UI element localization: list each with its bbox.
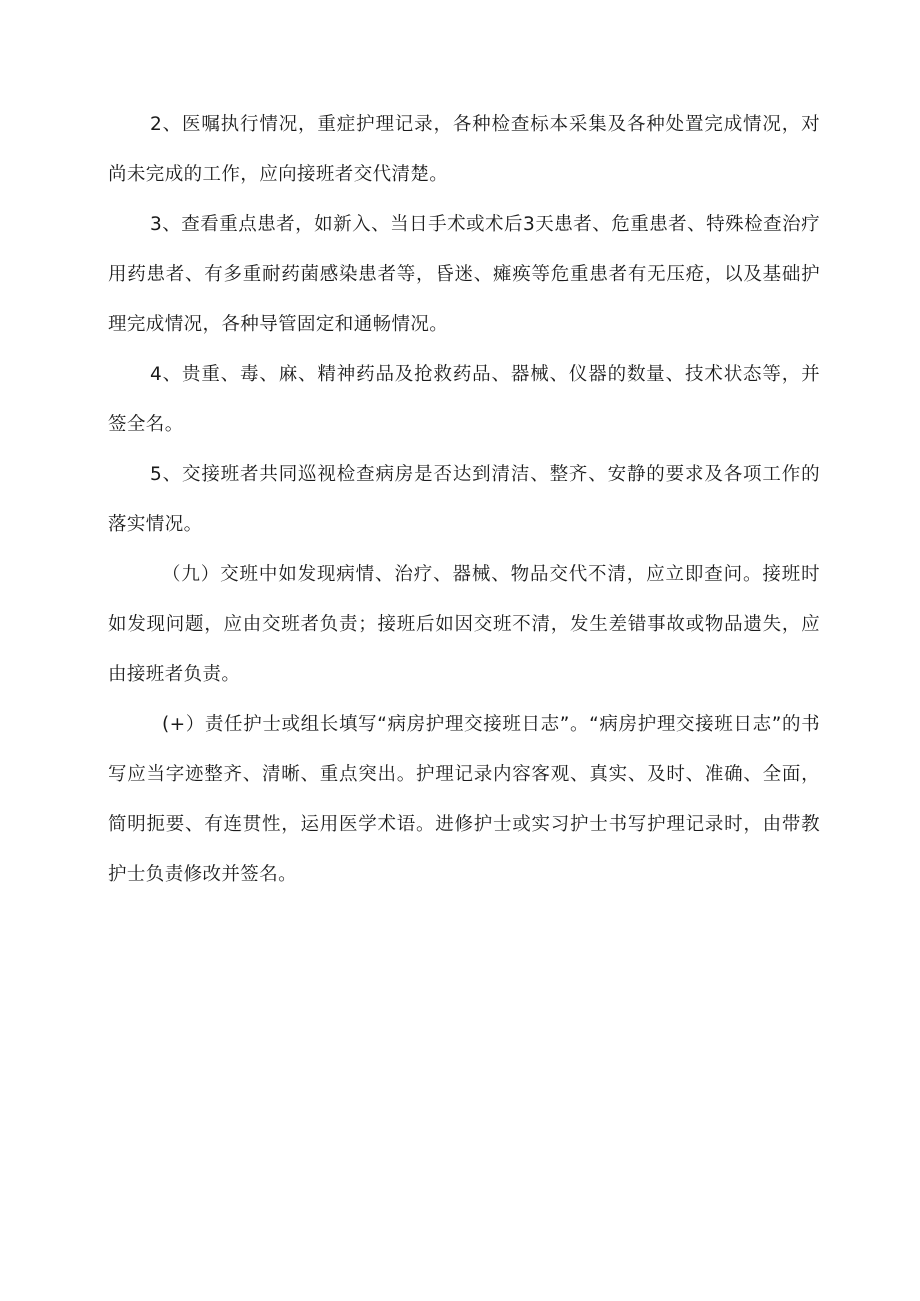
paragraph-item-2: 2、医嘱执行情况，重症护理记录，各种检查标本采集及各种处置完成情况，对尚未完成的工作，应向接班者交代清楚。	[108, 114, 820, 185]
paragraph-section-9: （九）交班中如发现病情、治疗、器械、物品交代不清，应立即查问。接班时如发现问题，应由交班者负责；接班后如因交班不清，发生差错事故或物品遗失，应由接班者负责。	[108, 564, 820, 685]
paragraph-item-5: 5、交接班者共同巡视检查病房是否达到清洁、整齐、安静的要求及各项工作的落实情况。	[108, 464, 820, 535]
document-body	[108, 100, 820, 900]
paragraph-item-3: 3、查看重点患者，如新入、当日手术或术后3天患者、危重患者、特殊检查治疗用药患者、有多重耐药菌感染患者等，昏迷、瘫痪等危重患者有无压疮，以及基础护理完成情况，各种导管固定和通畅情况。	[108, 214, 820, 335]
paragraph-item-4: 4、贵重、毒、麻、精神药品及抢救药品、器械、仪器的数量、技术状态等，并签全名。	[108, 364, 820, 435]
paragraph-section-10: (+）责任护士或组长填写“病房护理交接班日志”。“病房护理交接班日志”的书写应当字迹整齐、清晰、重点突出。护理记录内容客观、真实、及时、准确、全面，简明扼要、有连贯性，运用医学术语。进修护士或实习护士书写护理记录时，由带教护士负责修改并签名。	[108, 714, 820, 885]
